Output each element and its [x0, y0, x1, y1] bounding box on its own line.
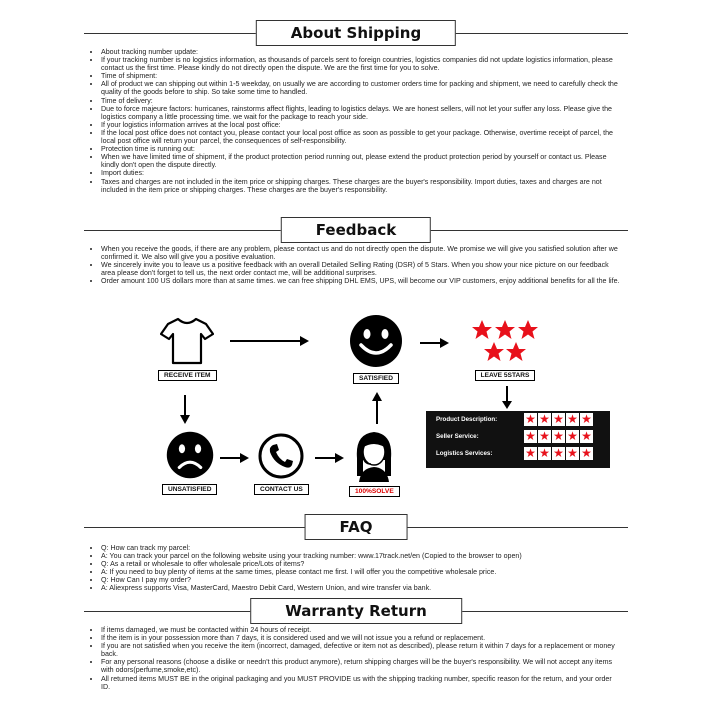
star-icon: ★	[567, 412, 578, 426]
list-item: • A: You can track your parcel on the following website using your tracking number: www.17track.net/en (Copied to the browser to open)	[101, 552, 621, 560]
faq-list	[92, 544, 621, 593]
list-item: • Q: As a retail or wholesale to offer wholesale price/Lots of items?	[101, 560, 621, 568]
star-icon: ★	[567, 429, 578, 443]
star-icon: ★	[567, 446, 578, 460]
list-item: • For any personal reasons (choose a dislike or needn't this product anymore), return shipping charges will be the buyer's responsibility. We will not accept any items with odors(perfume,smoke,etc).	[101, 658, 621, 674]
solve-label: 100%SOLVE	[349, 486, 400, 497]
solve-node	[349, 428, 400, 497]
list-item: • A: Aliexpress supports Visa, MasterCard, Maestro Debit Card, Western Union, and wire transfer via bank.	[101, 584, 621, 592]
unsatisfied-node	[162, 430, 217, 495]
list-item: • If the item is in your possession more than 7 days, it is considered used and we will not issue you a refund or replacement.	[101, 634, 621, 642]
list-item: • If items damaged, we must be contacted within 24 hours of receipt.	[101, 626, 621, 634]
list-item: • If your tracking number is no logistics information, as thousands of parcels sent to foreign countries, logistics companies did not update logistics information, please contact us the first time. Please kindly do not directly open the dispute. We are the first time for you to solve.	[101, 56, 621, 72]
contact-us-label: CONTACT US	[254, 484, 309, 495]
tshirt-icon	[160, 316, 214, 366]
dsr-rating-panel	[426, 411, 610, 468]
rating-row	[426, 428, 610, 445]
star-icon: ★	[539, 429, 550, 443]
star-icon: ★	[525, 429, 536, 443]
list-item: • Import duties:	[101, 169, 621, 177]
star-icon: ★	[525, 412, 536, 426]
rating-stars	[524, 413, 593, 426]
shipping-title: About Shipping	[256, 20, 456, 46]
rating-label: Product Description:	[436, 416, 498, 423]
warranty-header	[84, 598, 628, 624]
star-icon: ★	[581, 446, 592, 460]
shipping-header	[84, 20, 628, 46]
faq-title: FAQ	[305, 514, 408, 540]
list-item: • When we have limited time of shipment, if the product protection period running out, please extend the product protection period by yourself or contact us. Please kindly don't open the dispute directly.	[101, 153, 621, 169]
star-icon: ★	[553, 446, 564, 460]
arrow-right-icon	[315, 452, 345, 464]
leave-stars-label: LEAVE 5STARS	[475, 370, 536, 381]
arrow-right-icon	[230, 335, 310, 347]
list-item: • Protection time is running out:	[101, 145, 621, 153]
arrow-down-icon	[178, 395, 192, 425]
list-item: • If you are not satisfied when you receive the item (incorrect, damaged, defective or item not as described), please return it within 7 days for a replacement or money back.	[101, 642, 621, 658]
arrow-up-icon	[370, 392, 384, 424]
list-item: • If the local post office does not contact you, please contact your local post office as soon as possible to get your package. Otherwise, overtime receipt of parcel, the local post office will return your parcel, the consequences of self-responsibility.	[101, 129, 621, 145]
smiley-face-icon	[348, 313, 404, 369]
rating-row	[426, 411, 610, 428]
contact-us-node	[254, 432, 309, 495]
warranty-title: Warranty Return	[250, 598, 462, 624]
phone-icon	[257, 432, 305, 480]
list-item: • When you receive the goods, if there are any problem, please contact us and do not directly open the dispute. We promise we will give you satisfied solution after we confirmed it. We also will give you a positive evaluation.	[101, 245, 621, 261]
rating-row	[426, 445, 610, 462]
receive-item-label: RECEIVE ITEM	[158, 370, 217, 381]
list-item: • Time of shipment:	[101, 72, 621, 80]
arrow-down-icon	[500, 386, 514, 410]
list-item: • Q: How Can I pay my order?	[101, 576, 621, 584]
shipping-list	[92, 48, 621, 194]
star-icon: ★	[553, 429, 564, 443]
star-icon: ★	[581, 429, 592, 443]
receive-item-node	[158, 316, 217, 381]
list-item: • If your logistics information arrives at the local post office:	[101, 121, 621, 129]
satisfied-node	[348, 313, 404, 384]
rating-label: Seller Service:	[436, 433, 479, 440]
list-item: • Taxes and charges are not included in the item price or shipping charges. These charges are the buyer's responsibility. Import duties, taxes and charges are not included in the item price or shipping charges. These charges are the buyer's responsibility.	[101, 178, 621, 194]
leave-stars-node	[470, 318, 540, 381]
list-item: • We sincerely invite you to leave us a positive feedback with an overall Detailed Selling Rating (DSR) of 5 Stars. When you show your nice picture on our feedback area please don't forget to tell us, the next order contact me, will be additional surprises.	[101, 261, 621, 277]
list-item: • About tracking number update:	[101, 48, 621, 56]
five-stars-icon	[470, 318, 540, 366]
warranty-list	[92, 626, 621, 691]
sad-face-icon	[165, 430, 215, 480]
star-icon: ★	[581, 412, 592, 426]
faq-header	[84, 514, 628, 540]
satisfied-label: SATISFIED	[353, 373, 399, 384]
list-item: • Order amount 100 US dollars more than at same times. we can free shipping DHL EMS, UPS, will become our VIP customers, enjoy additional benefits for all the life.	[101, 277, 621, 285]
star-icon: ★	[539, 412, 550, 426]
star-icon: ★	[553, 412, 564, 426]
rating-stars	[524, 447, 593, 460]
list-item: • A: If you need to buy plenty of items at the same times, please contact me first. I will offer you the competitive wholesale price.	[101, 568, 621, 576]
list-item: • Time of delivery:	[101, 97, 621, 105]
arrow-right-icon	[420, 337, 450, 349]
list-item: • All of product we can shipping out within 1-5 weekday, on usually we are according to customer orders time for packing and shipment, we need to carefully check the quality of the goods before to ship. So take some time to handled.	[101, 80, 621, 96]
list-item: • All returned items MUST BE in the original packaging and you MUST PROVIDE us with the shipping tracking number, specific reason for the return, and your order ID.	[101, 675, 621, 691]
support-agent-icon	[349, 428, 399, 482]
star-icon: ★	[525, 446, 536, 460]
feedback-list	[92, 245, 621, 285]
feedback-header	[84, 217, 628, 243]
star-icon: ★	[539, 446, 550, 460]
list-item: • Q: How can track my parcel:	[101, 544, 621, 552]
feedback-title: Feedback	[281, 217, 431, 243]
rating-stars	[524, 430, 593, 443]
list-item: • Due to force majeure factors: hurricanes, rainstorms affect flights, leading to logistics delays. We are honest sellers, will not let your suffer any loss. Please give the logistics company a little processing time. we wait for the package to reach your side.	[101, 105, 621, 121]
unsatisfied-label: UNSATISFIED	[162, 484, 217, 495]
arrow-right-icon	[220, 452, 250, 464]
rating-label: Logistics Services:	[436, 450, 493, 457]
